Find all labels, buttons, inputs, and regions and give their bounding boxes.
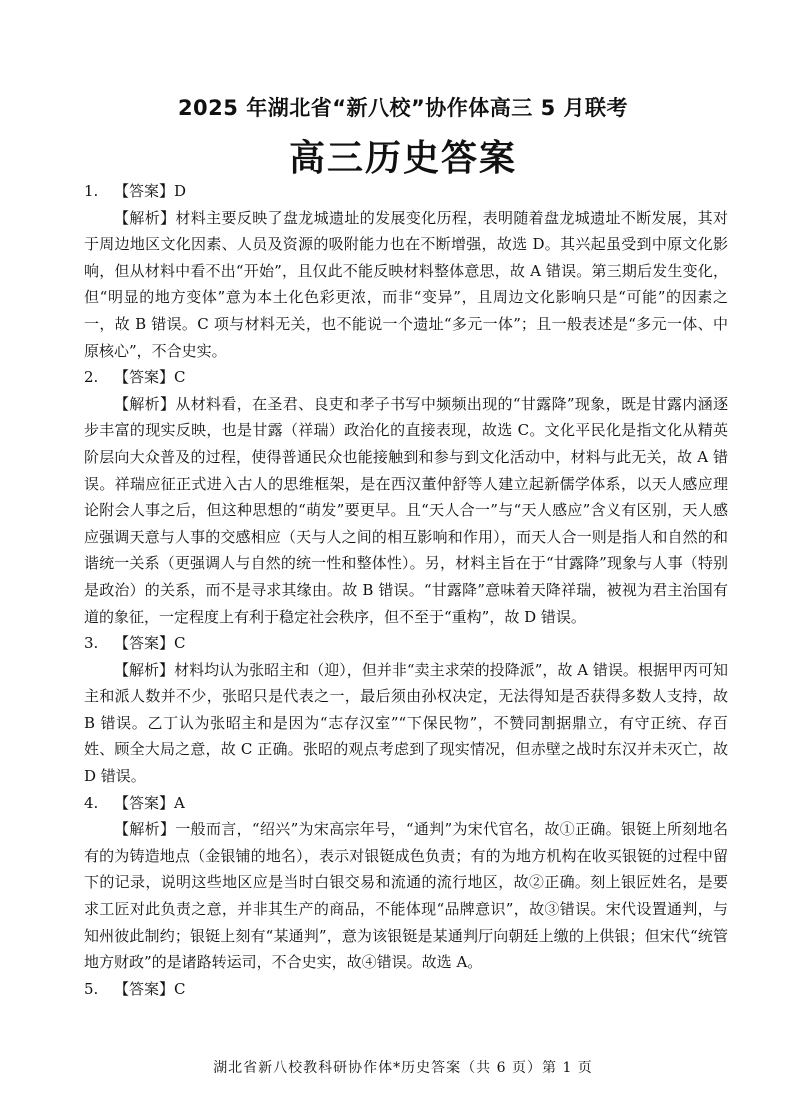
question-number: 1. <box>84 182 99 200</box>
question-block-1 <box>84 178 728 364</box>
question-analysis: 【解析】材料主要反映了盘龙城遗址的发展变化历程，表明随着盘龙城遗址不断发展，其对于周边地区文化因素、人员及资源的吸附能力也在不断增强，故选 D。其兴起虽受到中原文化影响，但从材料中看不出“开始”，且仅此不能反映材料整体意思，故 A 错误。第三期后发生变化，但“明显的地方变体”意为本土化色彩更浓，而非“变异”，且周边文化影响只是“可能”的因素之一，故 B 错误。C 项与材料无关，也不能说一个遗址“多元一体”；且一般表述是“多元一体、中原核心”，不合史实。 <box>84 208 728 360</box>
question-analysis: 【解析】材料均认为张昭主和（迎），但并非“卖主求荣的投降派”，故 A 错误。根据甲丙可知主和派人数并不少，张昭只是代表之一，最后须由孙权决定，无法得知是否获得多数人支持，故 B 错误。乙丁认为张昭主和是因为“志存汉室”“下保民物”，不赞同割据鼎立，有守正统、存百姓、顾全大局之意，故 C 正确。张昭的观点考虑到了现实情况，但赤壁之战时东汉并未灭亡，故 D 错误。 <box>84 660 728 786</box>
question-number: 3. <box>84 634 99 653</box>
question-number: 5. <box>84 979 99 998</box>
answers-content <box>84 178 728 1002</box>
question-answer: 【答案】D <box>114 182 187 200</box>
question-answer: 【答案】C <box>114 634 186 653</box>
question-block-3 <box>84 630 728 790</box>
question-number: 4. <box>84 793 99 812</box>
question-heading <box>84 178 728 205</box>
question-answer: 【答案】C <box>114 368 186 387</box>
question-analysis: 【解析】从材料看，在圣君、良吏和孝子书写中频频出现的“甘露降”现象，既是甘露内涵逐步丰富的现实反映，也是甘露（祥瑞）政治化的直接表现，故选 C。文化平民化是指文化从精英阶层向大众普及的过程，使得普通民众也能接触到和参与到文化活动中，材料与此无关，故 A 错误。祥瑞应征正式进入古人的思维框架，是在西汉董仲舒等人建立起新儒学体系，以天人感应理论附会人事之后，但这种思想的“萌发”要更早。且“天人合一”与“天人感应”含义有区别，天人感应强调天意与人事的交感相应（天与人之间的相互影响和作用），而天人合一则是指人和自然的和谐统一关系（更强调人与自然的统一性和整体性）。另，材料主旨在于“甘露降”现象与人事（特别是政治）的关系，而不是寻求其缘由。故 B 错误。“甘露降”意味着天降祥瑞，被视为君主治国有道的象征，一定程度上有利于稳定社会秩序，但不至于“重构”，故 D 错误。 <box>84 394 728 626</box>
question-heading <box>84 364 728 391</box>
exam-title: 2025 年湖北省“新八校”协作体高三 5 月联考 <box>177 96 629 120</box>
question-number: 2. <box>84 368 99 387</box>
question-block-4 <box>84 790 728 976</box>
question-answer: 【答案】C <box>114 979 186 998</box>
question-heading <box>84 630 728 657</box>
question-heading <box>84 976 728 1003</box>
question-heading <box>84 790 728 817</box>
document-title: 高三历史答案 <box>288 138 517 179</box>
question-block-2 <box>84 364 728 630</box>
page-footer: 湖北省新八校教科研协作体*历史答案（共 6 页）第 1 页 <box>213 1060 593 1076</box>
question-block-5 <box>84 976 728 1003</box>
question-answer: 【答案】A <box>114 793 185 812</box>
question-analysis: 【解析】一般而言，“绍兴”为宋高宗年号，“通判”为宋代官名，故①正确。银铤上所刻地名有的为铸造地点（金银铺的地名），表示对银铤成色负责；有的为地方机构在收买银铤的过程中留下的记录，说明这些地区应是当时白银交易和流通的流行地区，故②正确。刻上银匠姓名，是要求工匠对此负责之意，并非其生产的商品，不能体现“品牌意识”，故③错误。宋代设置通判，与知州彼此制约；银铤上刻有“某通判”，意为该银铤是某通判厅向朝廷上缴的上供银；但宋代“统管地方财政”的是诸路转运司，不合史实，故④错误。故选 A。 <box>84 820 728 972</box>
